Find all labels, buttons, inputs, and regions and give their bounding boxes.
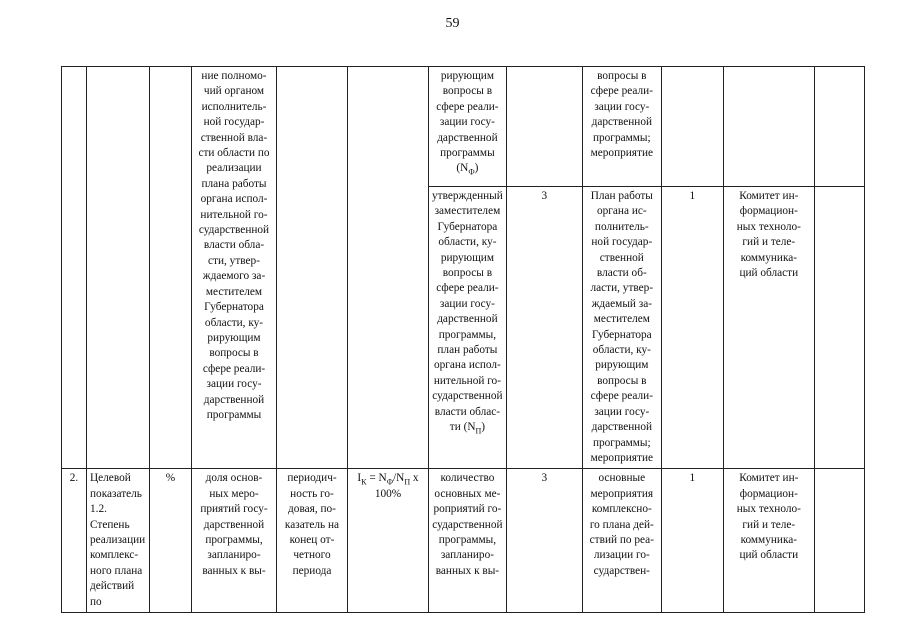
unit-cell (150, 67, 192, 469)
population-cell: 1 (661, 469, 723, 613)
basic-indicator-cell (429, 67, 507, 187)
row-number-cell (62, 67, 87, 469)
periodicity-cell (277, 67, 348, 469)
table-row (62, 469, 865, 613)
formula-part: x 100% (374, 472, 419, 500)
row-number-cell: 2. (62, 469, 87, 613)
indicator-table (61, 66, 865, 613)
extra-cell (814, 187, 864, 469)
indicator-name-cell (87, 67, 150, 469)
basic-indicator-cell (429, 187, 507, 469)
extra-cell (814, 469, 864, 613)
indicator-name-cell: Целевой показатель 1.2. Степень реализации комплекс- ного плана действий по (87, 469, 150, 613)
method-cell: 3 (506, 187, 582, 469)
extra-cell (814, 67, 864, 187)
definition-cell: доля основ- ных меро- приятий госу- дарственной программы, запланиро- ванных к вы- (192, 469, 277, 613)
source-cell: основные мероприятия комплексно- го плана дей- ствий по реа- лизации го- сударствен- (582, 469, 661, 613)
responsible-cell: Комитет ин- формацион- ных техноло- гий и теле- коммуника- ций области (723, 187, 814, 469)
basic-indicator-end: ) (474, 162, 479, 175)
basic-indicator-text: утвержденный заместителем Губернатора области, ку- рирующим вопросы в сфере реали- зации госу- дарственной программы, план работы органа испол- нительной го- сударственной власти облас- ти (N (432, 190, 503, 434)
formula-part: I (357, 472, 362, 485)
formula-part: /N (393, 472, 405, 485)
page-number: 59 (445, 16, 460, 31)
formula-cell (348, 67, 429, 469)
source-cell: План работы органа ис- полнитель- ной государ- ственной власти об- ласти, утвер- ждаемый за- местителем Губернатора области, ку- рирующим вопросы в сфере реали- зации госу- дарственной программы; мероприятие (582, 187, 661, 469)
basic-indicator-end: ) (481, 421, 486, 434)
basic-indicator-cell: количество основных ме- роприятий го- сударственной программы, запланиро- ванных к вы- (429, 469, 507, 613)
formula-cell (348, 469, 429, 613)
responsible-cell (723, 67, 814, 187)
method-cell: 3 (506, 469, 582, 613)
definition-cell: ние полномо- чий органом исполнитель- ной государ- ственной вла- сти области по реализации плана работы органа испол- нительной го- сударственной власти обла- сти, утвер- ждаемого за- местителем Губернатора области, ку- рирующим вопросы в сфере реали- зации госу- дарственной программы (192, 67, 277, 469)
subscript: П (475, 426, 482, 436)
unit-cell: % (150, 469, 192, 613)
subscript: Ф (468, 167, 475, 177)
method-cell (506, 67, 582, 187)
population-cell (661, 67, 723, 187)
periodicity-cell: периодич- ность го- довая, по- казатель на конец от- четного периода (277, 469, 348, 613)
formula-part: = N (366, 472, 387, 485)
responsible-cell: Комитет ин- формацион- ных техноло- гий и теле- коммуника- ций области (723, 469, 814, 613)
subscript: К (361, 477, 367, 487)
basic-indicator-text: рирующим вопросы в сфере реали- зации госу- дарственной программы (N (436, 70, 499, 175)
population-cell: 1 (661, 187, 723, 469)
subscript: Ф (386, 477, 394, 487)
subscript: П (404, 477, 411, 487)
table-row (62, 67, 865, 187)
source-cell: вопросы в сфере реали- зации госу- дарственной программы; мероприятие (582, 67, 661, 187)
